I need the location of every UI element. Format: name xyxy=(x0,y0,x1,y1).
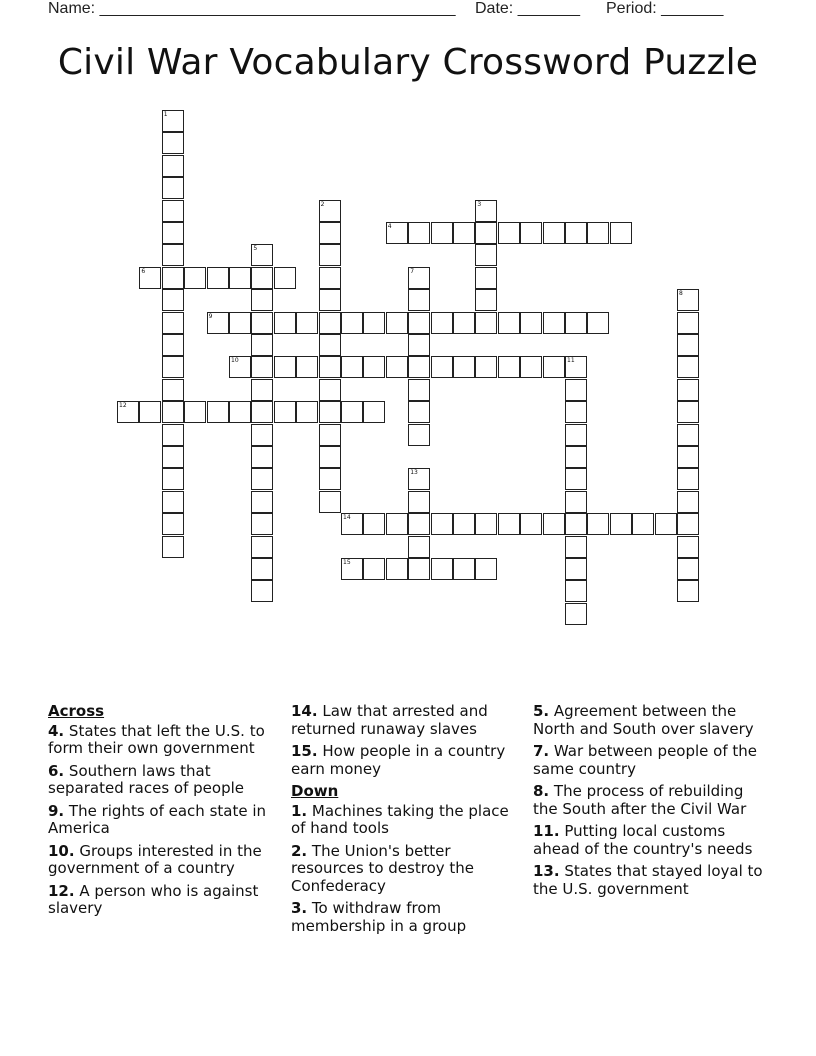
period-label: Period: xyxy=(606,0,657,17)
clues-column-2 xyxy=(291,703,523,940)
grid-cell[interactable] xyxy=(251,379,273,401)
grid-cell[interactable] xyxy=(229,312,251,334)
grid-cell[interactable] xyxy=(386,558,408,580)
grid-cell[interactable] xyxy=(408,513,430,535)
grid-cell[interactable] xyxy=(251,289,273,311)
clue-number-label: 7 xyxy=(410,267,415,275)
grid-cell[interactable] xyxy=(319,468,341,490)
grid-cell[interactable] xyxy=(408,558,430,580)
grid-cell[interactable] xyxy=(162,379,184,401)
grid-cell[interactable] xyxy=(587,513,609,535)
grid-cell[interactable] xyxy=(139,401,161,423)
grid-cell[interactable] xyxy=(565,424,587,446)
grid-cell[interactable] xyxy=(408,424,430,446)
grid-cell[interactable] xyxy=(296,312,318,334)
grid-cell[interactable] xyxy=(319,312,341,334)
grid-cell[interactable] xyxy=(162,468,184,490)
grid-cell[interactable] xyxy=(565,468,587,490)
clue-across-15 xyxy=(291,743,523,778)
grid-cell[interactable] xyxy=(498,356,520,378)
grid-cell[interactable] xyxy=(520,356,542,378)
page-title: Civil War Vocabulary Crossword Puzzle xyxy=(57,42,759,83)
grid-cell[interactable] xyxy=(363,356,385,378)
grid-cell[interactable] xyxy=(520,312,542,334)
grid-cell[interactable] xyxy=(677,513,699,535)
grid-cell[interactable] xyxy=(386,312,408,334)
grid-cell[interactable] xyxy=(475,267,497,289)
grid-cell[interactable] xyxy=(543,222,565,244)
grid-cell[interactable] xyxy=(677,491,699,513)
grid-cell[interactable] xyxy=(162,334,184,356)
grid-cell[interactable] xyxy=(341,401,363,423)
grid-cell[interactable] xyxy=(162,267,184,289)
grid-cell[interactable] xyxy=(677,379,699,401)
period-blank: _______ xyxy=(661,0,724,17)
clue-across-6 xyxy=(48,763,280,798)
grid-cell[interactable] xyxy=(475,289,497,311)
grid-cell[interactable] xyxy=(565,513,587,535)
grid-cell[interactable] xyxy=(162,536,184,558)
grid-cell[interactable] xyxy=(251,536,273,558)
clue-number-label: 12 xyxy=(119,402,127,410)
grid-cell[interactable] xyxy=(475,244,497,266)
clue-text: War between people of the same country xyxy=(533,742,758,778)
clue-number-label: 1 xyxy=(163,111,168,118)
grid-cell[interactable] xyxy=(162,491,184,513)
grid-cell[interactable] xyxy=(408,356,430,378)
grid-cell[interactable] xyxy=(296,401,318,423)
grid-cell[interactable] xyxy=(319,222,341,244)
clue-number: 12. xyxy=(48,881,75,900)
grid-cell[interactable] xyxy=(251,424,273,446)
down-heading: Down xyxy=(291,782,339,800)
grid-cell[interactable] xyxy=(251,558,273,580)
clue-number: 13. xyxy=(533,862,560,880)
clue-text: States that stayed loyal to the U.S. government xyxy=(533,862,763,898)
grid-cell[interactable] xyxy=(587,222,609,244)
grid-cell[interactable] xyxy=(587,312,609,334)
grid-cell[interactable] xyxy=(162,289,184,311)
grid-cell[interactable] xyxy=(184,401,206,423)
clue-text: To withdraw from membership in a group xyxy=(291,899,467,935)
grid-cell[interactable] xyxy=(453,222,475,244)
grid-cell[interactable] xyxy=(431,312,453,334)
clue-number-label: 3 xyxy=(477,200,482,208)
clue-number: 15. xyxy=(291,742,318,760)
grid-cell[interactable] xyxy=(498,312,520,334)
clue-down-7 xyxy=(533,743,765,778)
grid-cell[interactable] xyxy=(655,513,677,535)
grid-cell[interactable] xyxy=(453,513,475,535)
clue-down-2 xyxy=(291,843,523,896)
clue-text: Agreement between the North and South over slavery xyxy=(533,702,754,738)
grid-cell[interactable] xyxy=(162,177,184,199)
grid-cell[interactable] xyxy=(319,289,341,311)
clue-number-label: 11 xyxy=(567,357,575,365)
clue-number: 9. xyxy=(48,801,65,820)
clue-text: The process of rebuilding the South after the Civil War xyxy=(533,782,747,818)
clue-down-8 xyxy=(533,783,765,818)
grid-cell[interactable] xyxy=(520,222,542,244)
grid-cell[interactable] xyxy=(274,401,296,423)
grid-cell[interactable] xyxy=(565,401,587,423)
grid-cell[interactable] xyxy=(408,379,430,401)
clue-number: 5. xyxy=(533,702,550,720)
grid-cell[interactable] xyxy=(251,513,273,535)
across-heading: Across xyxy=(48,702,105,720)
grid-cell[interactable] xyxy=(677,536,699,558)
clue-text: Machines taking the place of hand tools xyxy=(291,801,509,837)
grid-cell[interactable] xyxy=(677,424,699,446)
grid-cell[interactable] xyxy=(565,446,587,468)
clue-number-label: 15 xyxy=(343,559,351,566)
grid-cell[interactable] xyxy=(610,513,632,535)
clue-number-label: 6 xyxy=(141,267,146,275)
clue-number: 1. xyxy=(291,801,308,820)
grid-cell[interactable] xyxy=(565,379,587,401)
grid-cell[interactable] xyxy=(677,446,699,468)
grid-cell[interactable] xyxy=(565,536,587,558)
grid-cell[interactable] xyxy=(363,401,385,423)
grid-cell[interactable] xyxy=(251,491,273,513)
grid-cell[interactable] xyxy=(475,222,497,244)
grid-cell[interactable] xyxy=(319,491,341,513)
clue-number: 8. xyxy=(533,782,550,800)
grid-cell[interactable] xyxy=(207,267,229,289)
clue-text: How people in a country earn money xyxy=(291,742,506,778)
grid-cell[interactable] xyxy=(475,356,497,378)
grid-cell[interactable] xyxy=(274,267,296,289)
clue-number: 10. xyxy=(48,841,75,860)
clue-text: Putting local customs ahead of the country's needs xyxy=(533,822,753,858)
clue-down-11 xyxy=(533,823,765,858)
grid-cell[interactable] xyxy=(431,558,453,580)
grid-cell[interactable] xyxy=(363,312,385,334)
clue-across-12 xyxy=(48,883,280,918)
grid-cell[interactable] xyxy=(184,267,206,289)
grid-cell[interactable] xyxy=(251,580,273,602)
grid-cell[interactable] xyxy=(565,558,587,580)
clue-text: The Union's better resources to destroy the Confederacy xyxy=(291,841,475,895)
clue-number-label: 14 xyxy=(343,514,351,522)
grid-cell[interactable] xyxy=(520,513,542,535)
clue-down-5 xyxy=(533,703,765,738)
clue-number: 11. xyxy=(533,822,560,840)
clue-across-10 xyxy=(48,843,280,878)
grid-cell[interactable] xyxy=(386,356,408,378)
grid-cell[interactable] xyxy=(319,424,341,446)
grid-cell[interactable] xyxy=(677,580,699,602)
grid-cell[interactable] xyxy=(251,468,273,490)
grid-cell[interactable] xyxy=(162,401,184,423)
grid-cell[interactable] xyxy=(162,155,184,177)
clue-across-4 xyxy=(48,723,280,758)
grid-cell[interactable] xyxy=(341,312,363,334)
grid-cell[interactable] xyxy=(319,379,341,401)
clue-text: Law that arrested and returned runaway slaves xyxy=(291,702,488,738)
grid-cell[interactable] xyxy=(251,446,273,468)
grid-cell[interactable] xyxy=(677,558,699,580)
grid-cell[interactable] xyxy=(319,334,341,356)
grid-cell[interactable] xyxy=(565,491,587,513)
grid-cell[interactable] xyxy=(162,312,184,334)
grid-cell[interactable] xyxy=(274,356,296,378)
grid-cell[interactable] xyxy=(251,267,273,289)
grid-cell[interactable] xyxy=(408,536,430,558)
grid-cell[interactable] xyxy=(565,312,587,334)
grid-cell[interactable] xyxy=(543,513,565,535)
grid-cell[interactable] xyxy=(319,356,341,378)
clue-down-3 xyxy=(291,900,523,935)
clue-text: Southern laws that separated races of people xyxy=(48,761,245,797)
clue-number: 2. xyxy=(291,841,308,860)
grid-cell[interactable] xyxy=(453,558,475,580)
date-label: Date: xyxy=(475,0,514,17)
grid-cell[interactable] xyxy=(319,446,341,468)
grid-cell[interactable] xyxy=(475,312,497,334)
grid-cell[interactable] xyxy=(565,603,587,625)
grid-cell[interactable] xyxy=(632,513,654,535)
clue-across-9 xyxy=(48,803,280,838)
grid-cell[interactable] xyxy=(251,312,273,334)
clue-number-label: 13 xyxy=(410,469,418,477)
clue-number-label: 8 xyxy=(679,290,683,298)
grid-cell[interactable] xyxy=(543,312,565,334)
grid-cell[interactable] xyxy=(162,132,184,154)
clue-number: 6. xyxy=(48,761,65,780)
clue-down-13 xyxy=(533,863,765,898)
clue-number: 7. xyxy=(533,742,550,760)
grid-cell[interactable] xyxy=(229,401,251,423)
grid-cell[interactable] xyxy=(475,513,497,535)
clue-down-1 xyxy=(291,803,523,838)
grid-cell[interactable] xyxy=(408,401,430,423)
grid-cell[interactable] xyxy=(162,200,184,222)
grid-cell[interactable] xyxy=(251,356,273,378)
clues-column-1 xyxy=(48,703,280,923)
grid-cell[interactable] xyxy=(677,312,699,334)
grid-cell[interactable] xyxy=(363,558,385,580)
grid-cell[interactable] xyxy=(677,401,699,423)
grid-cell[interactable] xyxy=(363,513,385,535)
grid-cell[interactable] xyxy=(319,401,341,423)
grid-cell[interactable] xyxy=(296,356,318,378)
grid-cell[interactable] xyxy=(408,312,430,334)
grid-cell[interactable] xyxy=(319,244,341,266)
grid-cell[interactable] xyxy=(162,222,184,244)
clue-number-label: 9 xyxy=(208,312,213,320)
grid-cell[interactable] xyxy=(408,222,430,244)
clue-number-label: 10 xyxy=(231,357,239,365)
grid-cell[interactable] xyxy=(543,356,565,378)
clue-text: Groups interested in the government of a country xyxy=(48,841,262,877)
grid-cell[interactable] xyxy=(274,312,296,334)
grid-cell[interactable] xyxy=(162,446,184,468)
grid-cell[interactable] xyxy=(565,580,587,602)
date-blank: _______ xyxy=(517,0,580,17)
grid-cell[interactable] xyxy=(453,356,475,378)
grid-cell[interactable] xyxy=(162,513,184,535)
grid-cell[interactable] xyxy=(677,334,699,356)
grid-cell[interactable] xyxy=(453,312,475,334)
clue-number-label: 4 xyxy=(387,223,392,230)
name-label: Name: xyxy=(48,0,96,17)
clues-column-3 xyxy=(533,703,765,903)
grid-cell[interactable] xyxy=(498,222,520,244)
grid-cell[interactable] xyxy=(341,356,363,378)
clue-number: 4. xyxy=(48,721,65,740)
grid-cell[interactable] xyxy=(431,356,453,378)
grid-cell[interactable] xyxy=(677,468,699,490)
clue-number: 14. xyxy=(291,702,318,720)
grid-cell[interactable] xyxy=(162,424,184,446)
grid-cell[interactable] xyxy=(408,334,430,356)
grid-cell[interactable] xyxy=(677,356,699,378)
clue-number: 3. xyxy=(291,899,308,917)
clue-number-label: 2 xyxy=(320,200,325,208)
clue-text: A person who is against slavery xyxy=(48,881,259,917)
name-blank: ________________________________________ xyxy=(99,0,456,17)
clue-text: States that left the U.S. to form their own government xyxy=(48,721,265,757)
grid-cell[interactable] xyxy=(498,513,520,535)
grid-cell[interactable] xyxy=(475,558,497,580)
clue-text: The rights of each state in America xyxy=(48,801,267,837)
grid-cell[interactable] xyxy=(319,267,341,289)
grid-cell[interactable] xyxy=(229,267,251,289)
grid-cell[interactable] xyxy=(431,222,453,244)
grid-cell[interactable] xyxy=(162,244,184,266)
grid-cell[interactable] xyxy=(610,222,632,244)
grid-cell[interactable] xyxy=(251,334,273,356)
grid-cell[interactable] xyxy=(408,491,430,513)
grid-cell[interactable] xyxy=(431,513,453,535)
clue-across-14 xyxy=(291,703,523,738)
grid-cell[interactable] xyxy=(408,289,430,311)
grid-cell[interactable] xyxy=(207,401,229,423)
grid-cell[interactable] xyxy=(565,222,587,244)
grid-cell[interactable] xyxy=(251,401,273,423)
grid-cell[interactable] xyxy=(386,513,408,535)
clue-number-label: 5 xyxy=(253,245,258,253)
grid-cell[interactable] xyxy=(162,356,184,378)
